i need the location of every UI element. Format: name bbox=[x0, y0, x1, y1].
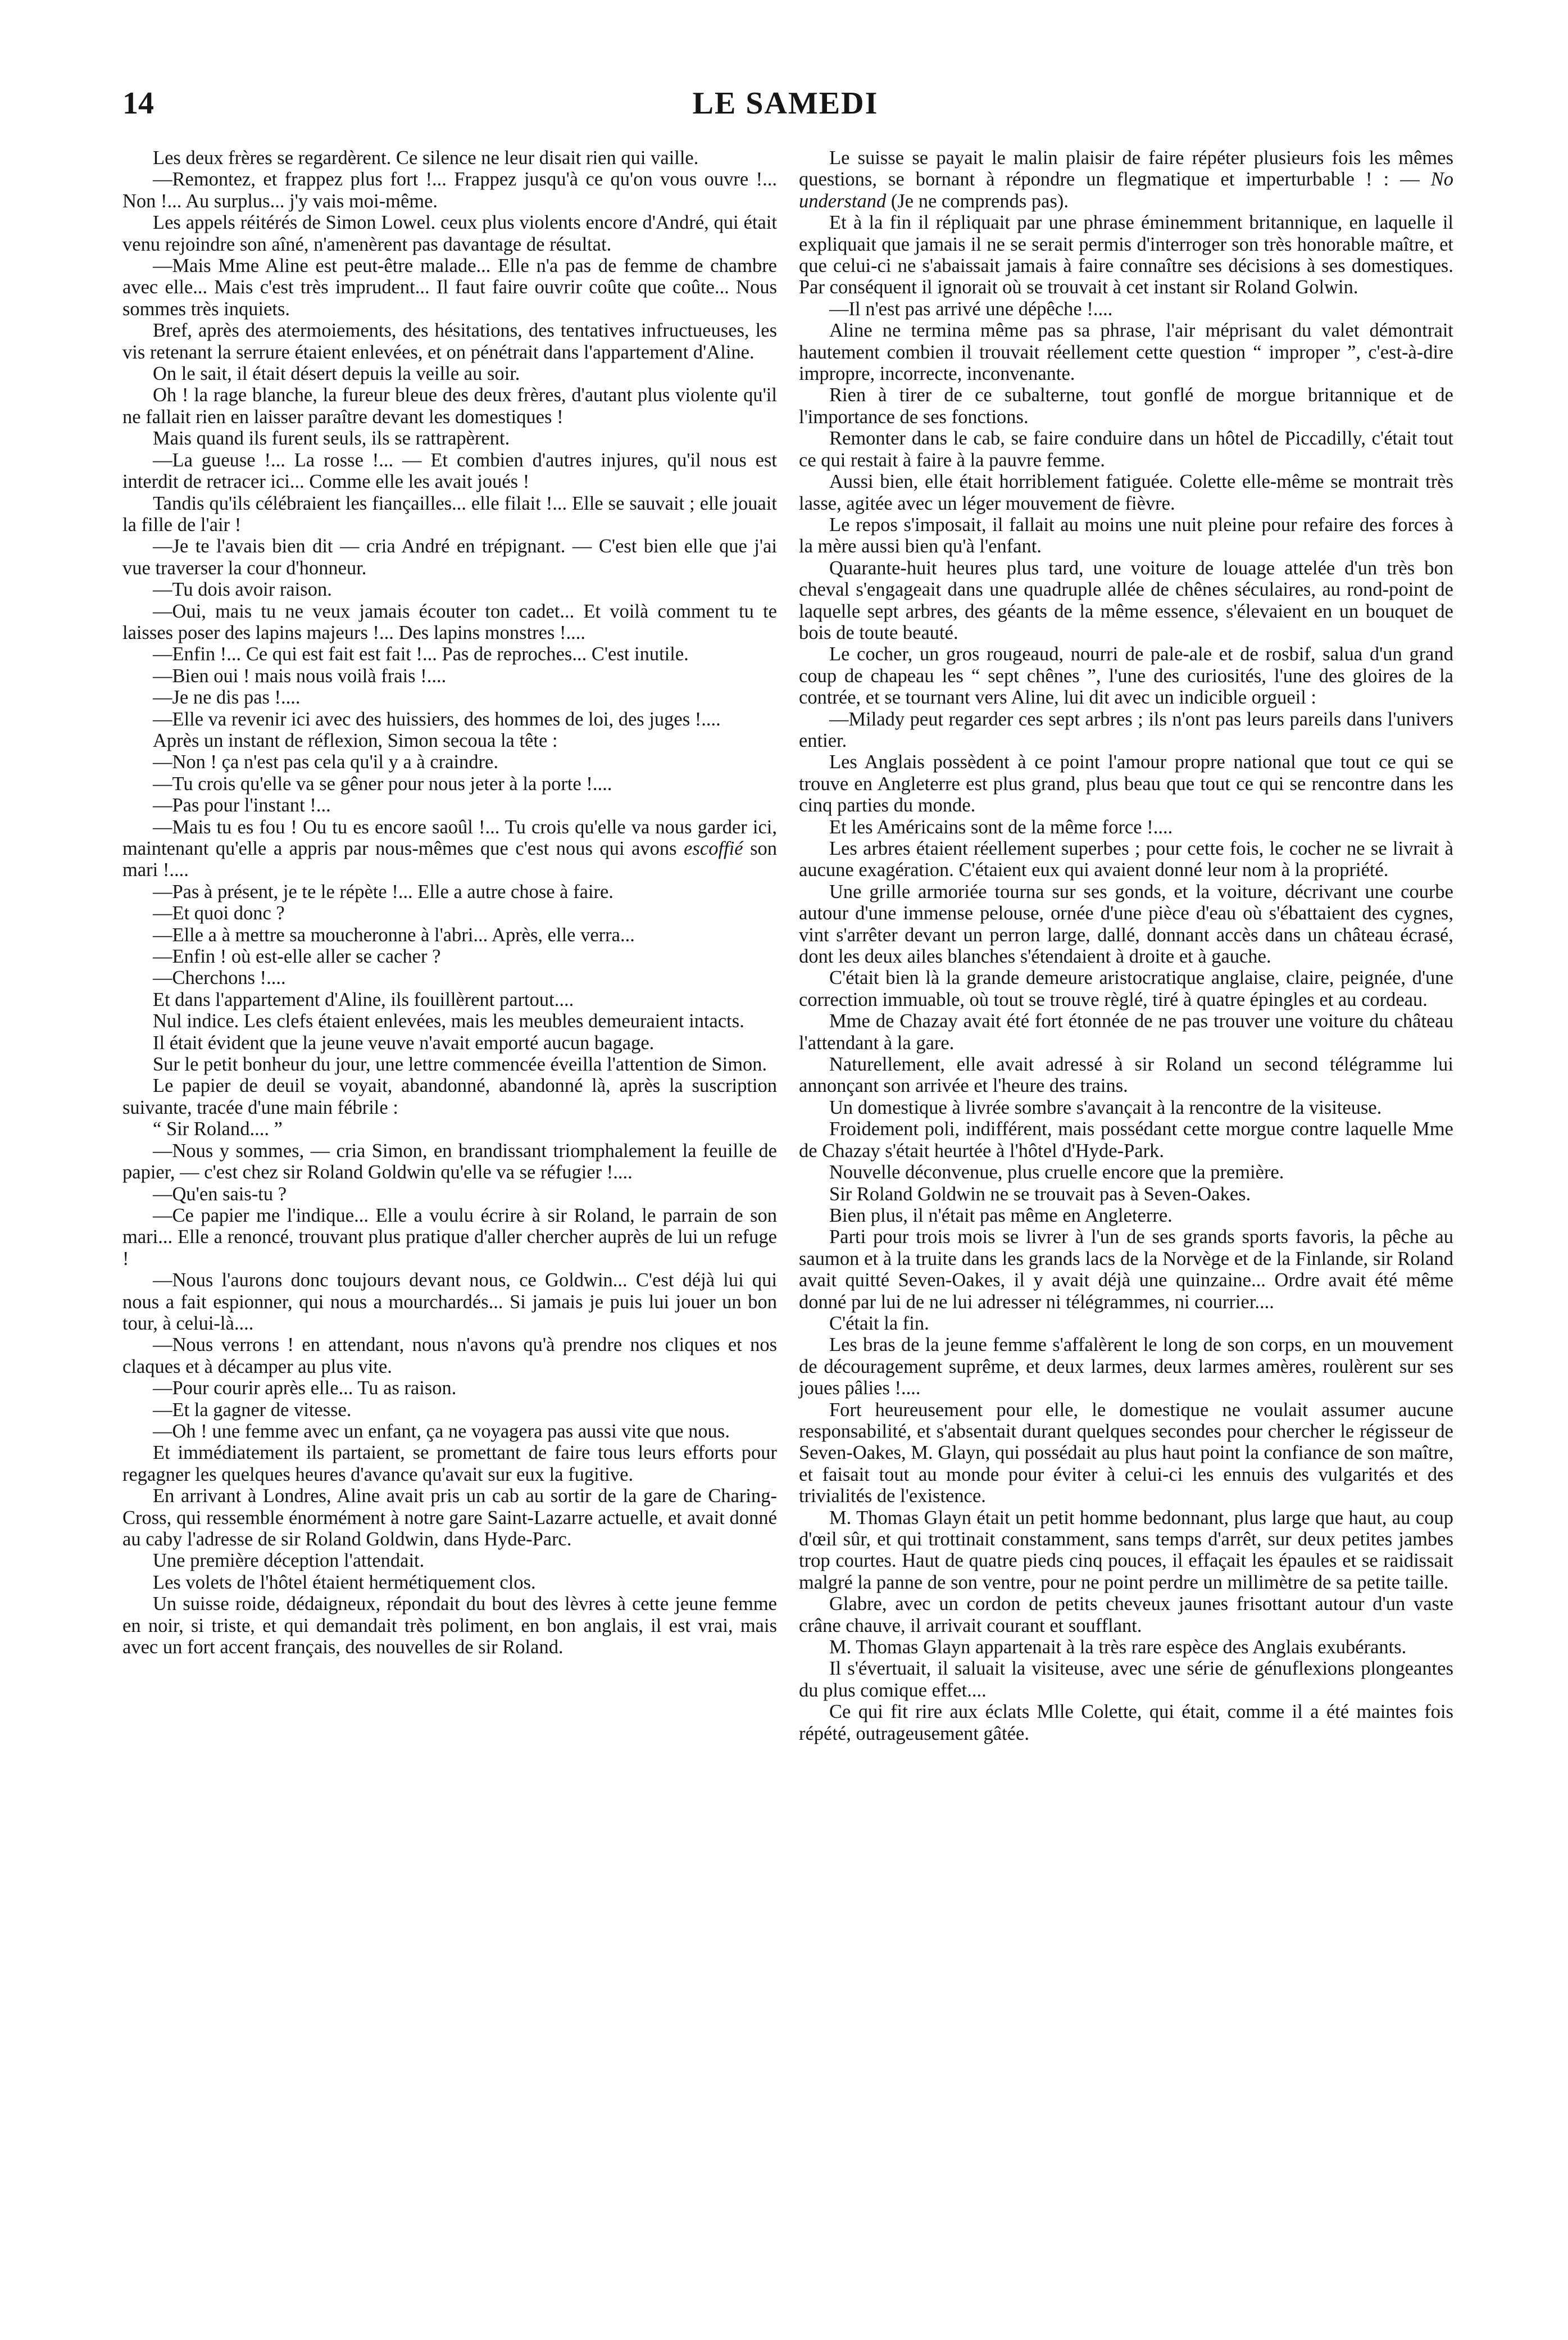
paragraph: Et dans l'appartement d'Aline, ils fouillèrent partout.... bbox=[153, 988, 574, 1010]
paragraph: Fort heureusement pour elle, le domestique ne voulait assumer aucune responsabilité, et s'absentait durant quelques secondes pour chercher le régisseur de Seven-Oakes, M. Glayn, qui possédait au plus haut point la confiance de son maître, et faisait tout au monde pour éviter à celui-ci les ennuis des vulgarités et des trivialités de l'existence. bbox=[799, 1399, 1453, 1507]
paragraph: —Pas pour l'instant !... bbox=[153, 795, 331, 817]
paragraph: Une grille armoriée tourna sur ses gonds, et la voiture, décrivant une courbe autour d'une immense pelouse, ornée d'une pièce d'eau où s'ébattaient des cygnes, vint s'arrêter devant un perron large, dallé, donnant accès dans un château écrasé, dont les deux ailes blanches s'étendaient à droite et à gauche. bbox=[799, 881, 1453, 968]
paragraph: —Mais tu es fou ! Ou tu es encore saoûl !... Tu crois qu'elle va nous garder ici, maintenant qu'elle a appris par nous-mêmes que c'est nous qui avons escoffié son mari !.... bbox=[122, 816, 777, 881]
paragraph: —Nous l'aurons donc toujours devant nous, ce Goldwin... C'est déjà lui qui nous a fait espionner, qui nous a mourchardés... Si jamais je puis lui jouer un bon tour, à celui-là.... bbox=[122, 1269, 777, 1334]
paragraph: —Remontez, et frappez plus fort !... Frappez jusqu'à ce qu'on vous ouvre !... Non !... Au surplus... j'y vais moi-même. bbox=[122, 169, 777, 212]
paragraph: —Tu dois avoir raison. bbox=[153, 579, 332, 601]
paragraph: —Bien oui ! mais nous voilà frais !.... bbox=[153, 665, 447, 687]
paragraph: —Oh ! une femme avec un enfant, ça ne voyagera pas aussi vite que nous. bbox=[153, 1420, 730, 1442]
paragraph: En arrivant à Londres, Aline avait pris un cab au sortir de la gare de Charing-Cross, qui ressemble énormément à notre gare Saint-Lazarre actuelle, et avait donné au caby l'adresse de sir Roland Goldwin, dans Hyde-Parc. bbox=[122, 1485, 777, 1550]
paragraph: Les arbres étaient réellement superbes ; pour cette fois, le cocher ne se livrait à aucune exagération. C'étaient eux qui avaient donné leur nom à la propriété. bbox=[799, 838, 1453, 881]
paragraph: Rien à tirer de ce subalterne, tout gonflé de morgue britannique et de l'importance de ses fonctions. bbox=[799, 384, 1453, 428]
paragraph: —Nous verrons ! en attendant, nous n'avons qu'à prendre nos cliques et nos claques et à décamper au plus vite. bbox=[122, 1334, 777, 1377]
paragraph: Le cocher, un gros rougeaud, nourri de pale-ale et de rosbif, salua d'un grand coup de chapeau les “ sept chênes ”, l'une des curiosités, l'une des gloires de la contrée, et se tournant vers Aline, lui dit avec un indicible orgueil : bbox=[799, 643, 1453, 709]
paragraph: —Oui, mais tu ne veux jamais écouter ton cadet... Et voilà comment tu te laisses poser des lapins majeurs !... Des lapins monstres !.... bbox=[122, 600, 777, 643]
paragraph: M. Thomas Glayn appartenait à la très rare espèce des Anglais exubérants. bbox=[829, 1636, 1407, 1658]
paragraph: Et à la fin il répliquait par une phrase éminemment britannique, en laquelle il expliquait que jamais il ne se serait permis d'interroger son très honorable maître, et que celui-ci ne s'abaissait jamais à faire connaître ses décisions à ses domestiques. Par conséquent il ignorait où se trouvait à cet instant sir Roland Golwin. bbox=[799, 212, 1453, 298]
paragraph: On le sait, il était désert depuis la veille au soir. bbox=[153, 363, 520, 385]
paragraph: Une première déception l'attendait. bbox=[153, 1550, 425, 1572]
paragraph: Bref, après des atermoiements, des hésitations, des tentatives infructueuses, les vis retenant la serrure étaient enlevées, et on pénétrait dans l'appartement d'Aline. bbox=[122, 320, 777, 363]
paragraph: Mme de Chazay avait été fort étonnée de ne pas trouver une voiture du château l'attendant à la gare. bbox=[799, 1010, 1453, 1054]
paragraph: Le papier de deuil se voyait, abandonné, abandonné là, après la suscription suivante, tracée d'une main fébrile : bbox=[122, 1075, 777, 1118]
paragraph: —Enfin !... Ce qui est fait est fait !... Pas de reproches... C'est inutile. bbox=[153, 643, 689, 665]
journal-title: LE SAMEDI bbox=[692, 86, 879, 121]
paragraph: Quarante-huit heures plus tard, une voiture de louage attelée d'un très bon cheval s'engageait dans une quadruple allée de chênes séculaires, au rond-point de laquelle sept arbres, des géants de la même essence, s'élevaient en un bouquet de bois de toute beauté. bbox=[799, 557, 1453, 643]
paragraph: Les deux frères se regardèrent. Ce silence ne leur disait rien qui vaille. bbox=[153, 147, 699, 169]
paragraph: Sir Roland Goldwin ne se trouvait pas à Seven-Oakes. bbox=[829, 1183, 1251, 1205]
paragraph: C'était bien là la grande demeure aristocratique anglaise, claire, peignée, d'une correction immuable, où tout se trouve règlé, tiré à quatre épingles et au cordeau. bbox=[799, 967, 1453, 1010]
paragraph: Les Anglais possèdent à ce point l'amour propre national que tout ce qui se trouve en Angleterre est plus grand, plus beau que tout ce qui se rencontre dans les cinq parties du monde. bbox=[799, 751, 1453, 817]
paragraph: —Je ne dis pas !.... bbox=[153, 687, 301, 709]
paragraph: —Qu'en sais-tu ? bbox=[153, 1183, 287, 1205]
paragraph: —Elle va revenir ici avec des huissiers, des hommes de loi, des juges !.... bbox=[153, 708, 721, 730]
paragraph: Nul indice. Les clefs étaient enlevées, mais les meubles demeuraient intacts. bbox=[153, 1010, 744, 1032]
paragraph: —Nous y sommes, — cria Simon, en brandissant triomphalement la feuille de papier, — c'est chez sir Roland Goldwin qu'elle va se réfugier !.... bbox=[122, 1140, 777, 1183]
paragraph: Un domestique à livrée sombre s'avançait à la rencontre de la visiteuse. bbox=[829, 1096, 1382, 1118]
paragraph: Les appels réitérés de Simon Lowel. ceux plus violents encore d'André, qui était venu rejoindre son aîné, n'amenèrent pas davantage de résultat. bbox=[122, 212, 777, 255]
paragraph: Sur le petit bonheur du jour, une lettre commencée éveilla l'attention de Simon. bbox=[153, 1054, 767, 1076]
paragraph: Ce qui fit rire aux éclats Mlle Colette, qui était, comme il a été maintes fois répété, outrageusement gâtée. bbox=[799, 1701, 1453, 1744]
paragraph: Il était évident que la jeune veuve n'avait emporté aucun bagage. bbox=[153, 1032, 655, 1054]
paragraph: —Elle a à mettre sa moucheronne à l'abri... Après, elle verra... bbox=[153, 924, 635, 946]
paragraph: —Mais Mme Aline est peut-être malade... Elle n'a pas de femme de chambre avec elle... Mais c'est très imprudent... Il faut faire ouvrir coûte que coûte... Nous sommes très inquiets. bbox=[122, 255, 777, 320]
paragraph: Remonter dans le cab, se faire conduire dans un hôtel de Piccadilly, c'était tout ce qui restait à faire à la pauvre femme. bbox=[799, 428, 1453, 471]
right-text-column bbox=[799, 147, 1453, 1744]
paragraph: —La gueuse !... La rosse !... — Et combien d'autres injures, qu'il nous est interdit de retracer ici... Comme elle les avait joués ! bbox=[122, 449, 777, 493]
paragraph: Aline ne termina même pas sa phrase, l'air méprisant du valet démontrait hautement combien il trouvait réellement cette question “ improper ”, c'est-à-dire impropre, incorrecte, inconvenante. bbox=[799, 320, 1453, 385]
paragraph: Oh ! la rage blanche, la fureur bleue des deux frères, d'autant plus violente qu'il ne fallait rien en laisser paraître devant les domestiques ! bbox=[122, 384, 777, 428]
paragraph: Bien plus, il n'était pas même en Angleterre. bbox=[829, 1204, 1172, 1226]
paragraph: —Non ! ça n'est pas cela qu'il y a à craindre. bbox=[153, 751, 498, 773]
paragraph: Il s'évertuait, il saluait la visiteuse, avec une série de génuflexions plongeantes du plus comique effet.... bbox=[799, 1658, 1453, 1701]
paragraph: Mais quand ils furent seuls, ils se rattrapèrent. bbox=[153, 428, 510, 450]
paragraph: Nouvelle déconvenue, plus cruelle encore que la première. bbox=[829, 1162, 1284, 1183]
paragraph: Froidement poli, indifférent, mais possédant cette morgue contre laquelle Mme de Chazay s'était heurtée à l'hôtel d'Hyde-Park. bbox=[799, 1118, 1453, 1162]
paragraph: —Je te l'avais bien dit — cria André en trépignant. — C'est bien elle que j'ai vue traverser la cour d'honneur. bbox=[122, 536, 777, 579]
paragraph: “ Sir Roland.... ” bbox=[153, 1118, 283, 1140]
paragraph: Les bras de la jeune femme s'affalèrent le long de son corps, en un mouvement de découragement suprême, et deux larmes, deux larmes amères, roulèrent sur ses joues pâlies !.... bbox=[799, 1334, 1453, 1399]
paragraph: —Cherchons !.... bbox=[153, 967, 286, 989]
paragraph: —Il n'est pas arrivé une dépêche !.... bbox=[829, 298, 1113, 320]
page-header bbox=[122, 85, 1448, 136]
paragraph: Glabre, avec un cordon de petits cheveux jaunes frisottant autour d'un vaste crâne chauve, il arrivait courant et soufflant. bbox=[799, 1593, 1453, 1636]
paragraph: Parti pour trois mois se livrer à l'un de ses grands sports favoris, la pêche au saumon et à la truite dans les grands lacs de la Norvège et de la Finlande, sir Roland avait quitté Seven-Oakes, il y avait déjà une quinzaine... Ordre avait été même donné par lui de ne lui adresser ni télégrammes, ni courrier.... bbox=[799, 1226, 1453, 1313]
paragraph: —Pas à présent, je te le répète !... Elle a autre chose à faire. bbox=[153, 881, 613, 903]
paragraph: M. Thomas Glayn était un petit homme bedonnant, plus large que haut, au coup d'œil sûr, et qui trottinait constamment, sans temps d'arrêt, sur deux petites jambes trop courtes. Haut de quatre pieds cinq pouces, il effaçait les épaules et se raidissait malgré la panne de son ventre, pour ne point perdre un millimètre de sa petite taille. bbox=[799, 1507, 1453, 1593]
page-number: 14 bbox=[122, 86, 154, 121]
paragraph: Et les Américains sont de la même force !.... bbox=[829, 816, 1173, 838]
paragraph: Naturellement, elle avait adressé à sir Roland un second télégramme lui annonçant son arrivée et l'heure des trains. bbox=[799, 1054, 1453, 1097]
paragraph: Et immédiatement ils partaient, se promettant de faire tous leurs efforts pour regagner les quelques heures d'avance qu'avait sur eux la fugitive. bbox=[122, 1442, 777, 1485]
paragraph: —Ce papier me l'indique... Elle a voulu écrire à sir Roland, le parrain de son mari... Elle a renoncé, trouvant plus pratique d'aller chercher auprès de lui un refuge ! bbox=[122, 1204, 777, 1269]
paragraph: —Milady peut regarder ces sept arbres ; ils n'ont pas leurs pareils dans l'univers entier. bbox=[799, 708, 1453, 751]
paragraph: Le repos s'imposait, il fallait au moins une nuit pleine pour refaire des forces à la mère aussi bien qu'à l'enfant. bbox=[799, 514, 1453, 557]
paragraph: Le suisse se payait le malin plaisir de faire répéter plusieurs fois les mêmes questions, se bornant à répondre un flegmatique et imperturbable ! : — No understand (Je ne comprends pas). bbox=[799, 147, 1453, 212]
paragraph: C'était la fin. bbox=[829, 1312, 929, 1334]
paragraph: Aussi bien, elle était horriblement fatiguée. Colette elle-même se montrait très lasse, agitée avec un léger mouvement de fièvre. bbox=[799, 471, 1453, 514]
paragraph: —Pour courir après elle... Tu as raison. bbox=[153, 1377, 457, 1399]
paragraph: —Et la gagner de vitesse. bbox=[153, 1399, 352, 1421]
paragraph: Après un instant de réflexion, Simon secoua la tête : bbox=[153, 729, 558, 751]
paragraph: Tandis qu'ils célébraient les fiançailles... elle filait !... Elle se sauvait ; elle jouait la fille de l'air ! bbox=[122, 492, 777, 536]
paragraph: —Enfin ! où est-elle aller se cacher ? bbox=[153, 946, 441, 968]
paragraph: Les volets de l'hôtel étaient hermétiquement clos. bbox=[153, 1571, 536, 1593]
left-text-column bbox=[122, 147, 777, 1658]
paragraph: —Et quoi donc ? bbox=[153, 903, 285, 924]
paragraph: Un suisse roide, dédaigneux, répondait du bout des lèvres à cette jeune femme en noir, si triste, et qui demandait très poliment, en bon anglais, il est vrai, mais avec un fort accent français, des nouvelles de sir Roland. bbox=[122, 1593, 777, 1658]
paragraph: —Tu crois qu'elle va se gêner pour nous jeter à la porte !.... bbox=[153, 773, 612, 795]
